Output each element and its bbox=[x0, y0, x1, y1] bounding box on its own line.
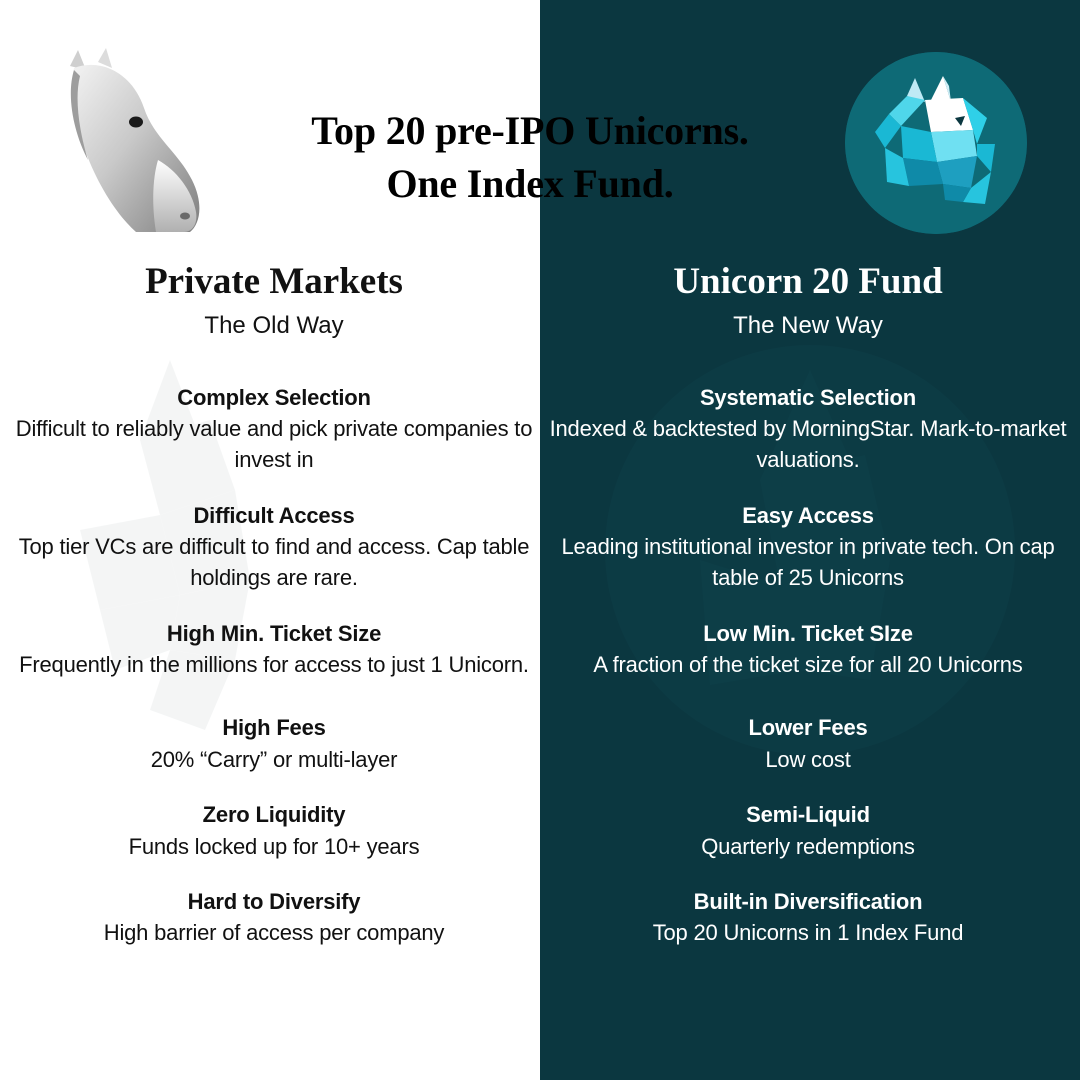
list-item-title: Zero Liquidity bbox=[202, 802, 346, 828]
list-item-title: Easy Access bbox=[742, 502, 874, 528]
list-item bbox=[548, 714, 1068, 775]
left-column-items bbox=[14, 384, 534, 949]
list-item-desc: Indexed & backtested by MorningStar. Mark-to-market valuations. bbox=[549, 416, 1067, 473]
list-item-title: Difficult Access bbox=[193, 502, 355, 528]
list-item bbox=[548, 384, 1068, 476]
list-item bbox=[14, 888, 534, 949]
list-item-title: High Fees bbox=[222, 715, 326, 741]
page-title-line1: Top 20 pre-IPO Unicorns. bbox=[311, 108, 749, 153]
list-item bbox=[14, 801, 534, 862]
list-item-title: Complex Selection bbox=[177, 384, 371, 410]
page-title-line2: One Index Fund. bbox=[386, 161, 674, 207]
list-item-title: Systematic Selection bbox=[699, 384, 917, 410]
list-item-desc: High barrier of access per company bbox=[103, 920, 445, 946]
list-item bbox=[548, 801, 1068, 862]
unicorn-head-logo-icon bbox=[845, 52, 1027, 234]
list-item bbox=[548, 620, 1068, 681]
left-column-heading: Private Markets bbox=[145, 261, 403, 302]
list-item-desc: Leading institutional investor in private tech. On cap table of 25 Unicorns bbox=[561, 534, 1055, 591]
list-item bbox=[548, 888, 1068, 949]
list-item bbox=[14, 384, 534, 476]
page-title bbox=[180, 104, 880, 210]
list-item bbox=[14, 714, 534, 775]
list-item-desc: Difficult to reliably value and pick private companies to invest in bbox=[15, 416, 533, 473]
list-item-desc: A fraction of the ticket size for all 20 Unicorns bbox=[593, 652, 1023, 678]
right-column-items bbox=[548, 384, 1068, 949]
list-item-desc: Top 20 Unicorns in 1 Index Fund bbox=[652, 920, 964, 946]
list-item-desc: Funds locked up for 10+ years bbox=[128, 833, 420, 859]
left-column-subheading: The Old Way bbox=[204, 311, 344, 339]
right-column-subheading: The New Way bbox=[733, 311, 883, 339]
list-item-title: Hard to Diversify bbox=[187, 888, 361, 914]
list-item-title: High Min. Ticket Size bbox=[166, 620, 382, 646]
right-column-heading: Unicorn 20 Fund bbox=[673, 261, 943, 302]
list-item-desc: Frequently in the millions for access to just 1 Unicorn. bbox=[19, 652, 529, 678]
list-item-desc: Quarterly redemptions bbox=[701, 833, 915, 859]
list-item-title: Lower Fees bbox=[748, 715, 868, 741]
list-item-title: Built-in Diversification bbox=[693, 888, 923, 914]
unicorn-20-fund-column bbox=[548, 262, 1068, 975]
list-item bbox=[548, 502, 1068, 594]
list-item-desc: 20% “Carry” or multi-layer bbox=[150, 746, 398, 772]
list-item-title: Semi-Liquid bbox=[746, 802, 870, 828]
private-markets-column bbox=[14, 262, 534, 975]
list-item bbox=[14, 502, 534, 594]
list-item-desc: Low cost bbox=[765, 746, 851, 772]
list-item-desc: Top tier VCs are difficult to find and access. Cap table holdings are rare. bbox=[18, 534, 530, 591]
list-item bbox=[14, 620, 534, 681]
list-item-title: Low Min. Ticket SIze bbox=[703, 620, 913, 646]
